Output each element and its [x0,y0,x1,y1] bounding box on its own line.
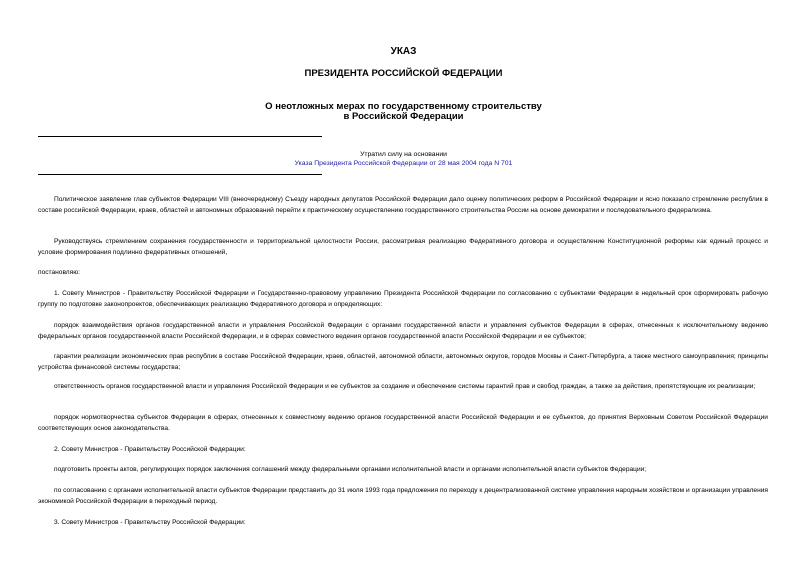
paragraph-item-2: 2. Совету Министров - Правительству Российской Федерации: [54,446,246,453]
document-title-line2: в Российской Федерации [343,111,464,122]
paragraph-item-1: 1. Совету Министров - Правительству Российской Федерации и Государственно-правовому управлению Президента Российской Федерации по согласованию с субъектами Федерации в недельный срок сформировать рабочую группу по подготовке законопроектов, обеспечивающих реализацию Федеративного договора и определяющих: [38,290,768,308]
paragraph-item-1-b: гарантии реализации экономических прав республик в составе Российской Федерации, краев, областей, автономной области, автономных округов, городов Москвы и Санкт-Петербурга, а также местного самоуправления; принципы устройства финансовой системы государства; [38,353,768,371]
paragraph-item-3: 3. Совету Министров - Правительству Российской Федерации: [54,519,246,526]
paragraph-item-1-d: порядок нормотворчества субъектов Федерации в сферах, отнесенных к совместному ведению органов государственной власти Российской Федерации и ее субъектов, до принятия Верховным Советом Российской Федерации соответствующих основ законодательства. [38,414,768,432]
paragraph-item-2-a: подготовить проекты актов, регулирующих порядок заключения соглашений между федеральными органами исполнительной власти и органами исполнительной власти субъектов Федерации; [54,466,647,473]
paragraph-item-1-a: порядок взаимодействия органов государственной власти и управления Российской Федерации с органами государственной власти и управления субъектов Федерации в сферах, отнесенных к исключительному ведению федеральных органов государственной власти Российской Федерации, и в сферах совместного ведения органов государственной власти Российской Федерации и ее субъектов; [38,322,768,340]
document-title-line1: О неотложных мерах по государственному строительству [265,101,542,112]
paragraph-decree: постановляю: [38,269,81,276]
repeal-decree-link[interactable]: Указа Президента Российской Федерации от 28 мая 2004 года N 701 [294,160,513,167]
paragraph-item-2-b: по согласованию с органами исполнительной власти субъектов Федерации представить до 31 июля 1993 года предложения по переходу к децентрализованной системе управления народным хозяйством и организации управления экономикой Российской Федерации в переходный период. [38,487,768,505]
divider-top [38,136,322,137]
paragraph-item-1-c: ответственность органов государственной власти и управления Российской Федерации и ее субъектов за создание и обеспечение системы гарантий прав и свобод граждан, а также за действия, препятствующие их реализации; [54,383,756,390]
status-note: Утратил силу на основании [360,151,447,158]
divider-bottom [38,174,322,175]
issuer-heading: ПРЕЗИДЕНТА РОССИЙСКОЙ ФЕДЕРАЦИИ [304,68,503,79]
decree-heading: УКАЗ [390,46,417,57]
paragraph-preamble: Политическое заявление глав субъектов Федерации VIII (внеочередному) Съезду народных депутатов Российской Федерации дало оценку политических реформ в Российской Федерации и ясно показало стремление республик в составе российской Федерации, краев, областей и автономных образований перейти к практическому осуществлению государственного строительства России на основе демократии и последовательного федерализма. [38,196,768,214]
paragraph-guidance: Руководствуясь стремлением сохранения государственности и территориальной целостности России, рассматривая реализацию Федеративного договора и осуществление Конституционной реформы как единый процесс и условие формирования подлинно федеративных отношений, [38,238,768,256]
repeal-link-row [0,159,807,169]
